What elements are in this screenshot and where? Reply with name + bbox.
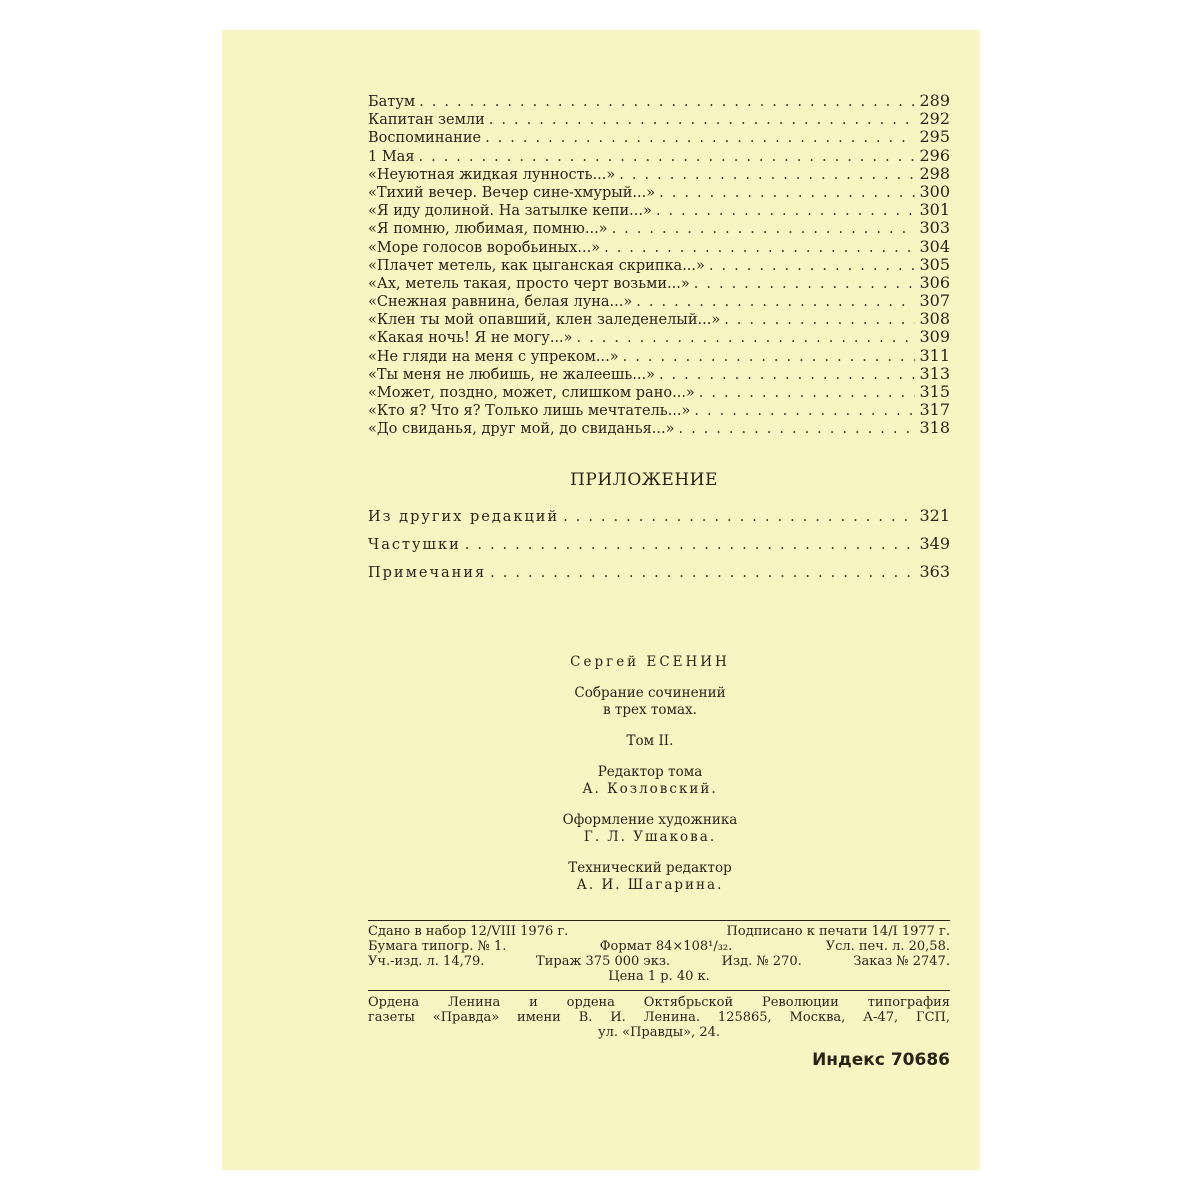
toc-leader-dots xyxy=(659,184,915,202)
toc-leader-dots xyxy=(577,329,916,347)
toc-leader-dots xyxy=(485,129,915,147)
imprint-row xyxy=(368,954,950,969)
colophon-volume: Том II. xyxy=(626,732,674,749)
colophon-editor-role: Редактор тома xyxy=(597,763,703,780)
book-page xyxy=(222,30,980,1170)
toc-leader-dots xyxy=(619,166,915,184)
toc-entry-page: 311 xyxy=(919,345,950,365)
toc-entry-title: Из других редакций xyxy=(368,508,560,525)
toc-leader-dots xyxy=(659,366,916,384)
toc-entry-title: 1 Мая xyxy=(368,148,415,165)
printer-block xyxy=(368,990,950,1040)
imprint-edition-number: Изд. № 270. xyxy=(721,953,802,969)
toc-entry-title: «Не гляди на меня с упреком...» xyxy=(368,348,619,365)
toc-leader-dots xyxy=(694,275,916,293)
table-of-contents xyxy=(368,92,950,438)
colophon-tech-name: А. И. Шагарина. xyxy=(576,876,724,893)
toc-entry-page: 318 xyxy=(919,418,950,438)
toc-entry-title: Капитан земли xyxy=(368,112,485,129)
toc-leader-dots xyxy=(694,402,915,420)
toc-entry-page: 317 xyxy=(919,400,950,420)
toc-entry-title: Воспоминание xyxy=(368,130,482,147)
colophon-tech-role: Технический редактор xyxy=(568,859,732,876)
toc-leader-dots xyxy=(656,202,916,220)
toc-entry-title: «Море голосов воробьиных...» xyxy=(368,239,601,256)
toc-entry-title: Батум xyxy=(368,94,416,110)
toc-entry-page: 363 xyxy=(919,561,950,581)
toc-entry-page: 305 xyxy=(919,254,950,274)
imprint-print-sheets: Усл. печ. л. 20,58. xyxy=(825,938,950,954)
toc-leader-dots xyxy=(604,239,915,257)
toc-entry-title: «Плачет метель, как цыганская скрипка...» xyxy=(368,257,705,274)
printer-address: ул. «Правды», 24. xyxy=(597,1024,721,1040)
toc-entry xyxy=(368,165,950,183)
toc-leader-dots xyxy=(709,257,916,275)
toc-entry-page: 307 xyxy=(919,291,950,311)
toc-entry xyxy=(368,558,950,586)
toc-entry-title: «Клен ты мой опавший, клен заледенелый...» xyxy=(368,312,721,329)
toc-entry-title: «До свиданья, друг мой, до свиданья...» xyxy=(368,421,675,438)
imprint-print-date: Подписано к печати 14/I 1977 г. xyxy=(726,923,950,939)
colophon-editor-name: А. Козловский. xyxy=(582,780,718,797)
colophon-design-name: Г. Л. Ушакова. xyxy=(583,828,717,845)
toc-leader-dots xyxy=(623,348,916,366)
toc-entry xyxy=(368,219,950,237)
toc-entry xyxy=(368,183,950,201)
toc-leader-dots xyxy=(563,503,915,531)
toc-entry-title: «Я иду долиной. На затылке кепи...» xyxy=(368,203,652,220)
toc-leader-dots xyxy=(465,531,916,559)
toc-entry-page: 289 xyxy=(919,91,950,110)
toc-entry-page: 298 xyxy=(919,163,950,183)
toc-entry-title: Примечания xyxy=(368,564,487,581)
toc-entry-title: «Ах, метель такая, просто черт возьми...» xyxy=(368,275,690,292)
colophon xyxy=(368,654,950,894)
toc-entry-page: 303 xyxy=(919,218,950,238)
toc-entry-title: «Ты меня не любишь, не жалеешь...» xyxy=(368,366,655,383)
toc-entry-title: «Я помню, любимая, помню...» xyxy=(368,221,608,238)
toc-entry xyxy=(368,238,950,256)
printer-line: Ордена Ленина и ордена Октябрьской Революции типография xyxy=(368,994,950,1010)
toc-entry xyxy=(368,328,950,346)
imprint-print-run: Тираж 375 000 экз. xyxy=(536,953,671,969)
page-content xyxy=(368,92,950,1070)
toc-entry xyxy=(368,530,950,558)
toc-entry-page: 315 xyxy=(919,382,950,401)
colophon-work-title: Собрание сочинений xyxy=(574,684,726,701)
toc-entry xyxy=(368,347,950,365)
imprint-typeset-date: Сдано в набор 12/VIII 1976 г. xyxy=(368,923,569,939)
book-index: Индекс 70686 xyxy=(812,1049,950,1070)
imprint-price: Цена 1 р. 40 к. xyxy=(608,968,710,984)
toc-entry-page: 295 xyxy=(919,127,950,147)
toc-entry-title: «Может, поздно, может, слишком рано...» xyxy=(368,385,695,401)
toc-entry xyxy=(368,147,950,165)
toc-entry-page: 349 xyxy=(919,533,950,553)
toc-leader-dots xyxy=(612,220,916,238)
toc-entry-page: 301 xyxy=(919,200,950,220)
toc-entry-page: 308 xyxy=(919,309,950,329)
toc-entry xyxy=(368,128,950,146)
toc-entry-title: «Кто я? Что я? Только лишь мечтатель...» xyxy=(368,403,691,420)
toc-entry xyxy=(368,274,950,292)
appendix-list xyxy=(368,502,950,586)
toc-entry xyxy=(368,201,950,219)
toc-leader-dots xyxy=(636,293,915,311)
toc-entry-title: «Неуютная жидкая лунность...» xyxy=(368,166,616,183)
toc-leader-dots xyxy=(699,384,916,402)
imprint-block xyxy=(368,920,950,984)
toc-entry-page: 292 xyxy=(919,109,950,129)
toc-entry-title: Частушки xyxy=(368,536,461,553)
toc-leader-dots xyxy=(490,559,915,587)
toc-entry-page: 321 xyxy=(919,505,950,525)
imprint-paper: Бумага типогр. № 1. xyxy=(368,938,507,954)
toc-entry xyxy=(368,419,950,437)
toc-entry xyxy=(368,256,950,274)
imprint-format: Формат 84×108¹/₃₂. xyxy=(599,938,733,954)
toc-entry-page: 313 xyxy=(919,363,950,383)
toc-entry xyxy=(368,365,950,383)
toc-entry xyxy=(368,310,950,328)
toc-entry-title: «Какая ночь! Я не могу...» xyxy=(368,330,573,347)
toc-leader-dots xyxy=(489,111,916,129)
toc-entry xyxy=(368,502,950,530)
colophon-design-role: Оформление художника xyxy=(562,811,738,828)
colophon-author: Сергей ЕСЕНИН xyxy=(570,653,730,670)
colophon-work-subtitle: в трех томах. xyxy=(603,701,697,718)
toc-leader-dots xyxy=(419,93,915,111)
printer-line: газеты «Правда» имени В. И. Ленина. 125865, Москва, А-47, ГСП, xyxy=(368,1009,950,1025)
toc-entry-title: «Тихий вечер. Вечер сине-хмурый...» xyxy=(368,184,656,201)
toc-entry xyxy=(368,401,950,419)
toc-leader-dots xyxy=(678,420,915,438)
toc-entry-page: 300 xyxy=(919,181,950,201)
toc-leader-dots xyxy=(724,311,915,329)
imprint-order-number: Заказ № 2747. xyxy=(853,953,950,969)
toc-entry-page: 309 xyxy=(919,327,950,347)
toc-entry xyxy=(368,292,950,310)
toc-entry xyxy=(368,92,950,110)
toc-entry xyxy=(368,383,950,401)
imprint-publisher-sheets: Уч.-изд. л. 14,79. xyxy=(368,953,485,969)
toc-entry-page: 304 xyxy=(919,236,950,256)
toc-entry-title: «Снежная равнина, белая луна...» xyxy=(368,294,633,311)
imprint-row xyxy=(368,939,950,954)
toc-entry xyxy=(368,110,950,128)
toc-entry-page: 296 xyxy=(919,145,950,165)
toc-entry-page: 306 xyxy=(919,272,950,292)
toc-leader-dots xyxy=(418,148,915,166)
imprint-row xyxy=(368,924,950,939)
appendix-heading: ПРИЛОЖЕНИЕ xyxy=(570,469,718,490)
